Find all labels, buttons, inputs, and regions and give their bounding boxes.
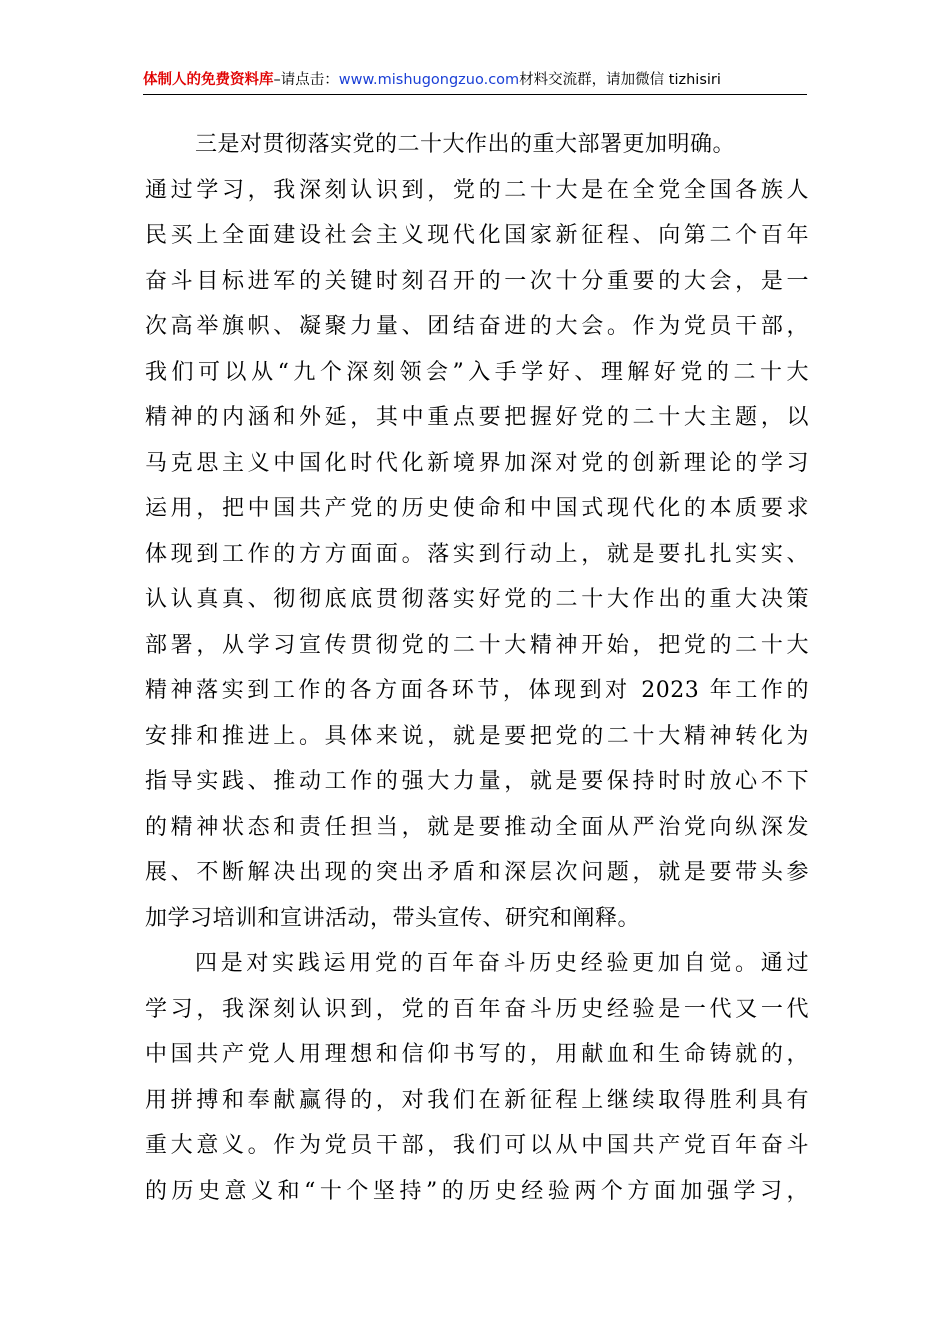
- body-line: 的历史意义和“十个坚持”的历史经验两个方面加强学习，: [145, 1178, 809, 1204]
- body-line: 安排和推进上。具体来说，就是要把党的二十大精神转化为: [145, 723, 809, 749]
- body-line: 认认真真、彻彻底底贯彻落实好党的二十大作出的重大决策: [145, 587, 809, 612]
- body-line: 的精神状态和责任担当，就是要推动全面从严治党向纵深发: [145, 814, 809, 840]
- body-line: 中国共产党人用理想和信仰书写的，用献血和生命铸就的，: [145, 1042, 809, 1067]
- body-line: 加学习培训和宣讲活动，带头宣传、研究和阐释。: [145, 905, 641, 931]
- body-line: 马克思主义中国化时代化新境界加深对党的创新理论的学习: [145, 450, 809, 476]
- body-line: 精神落实到工作的各方面各环节，体现到对 2023 年工作的: [145, 678, 809, 703]
- body-line: 奋斗目标进军的关键时刻召开的一次十分重要的大会，是一: [145, 268, 809, 294]
- body-line: 重大意义。作为党员干部，我们可以从中国共产党百年奋斗: [145, 1133, 809, 1158]
- body-line: 体现到工作的方方面面。落实到行动上，就是要扎扎实实、: [145, 541, 809, 567]
- body-line: 用拼搏和奉献赢得的，对我们在新征程上继续取得胜利具有: [145, 1087, 809, 1113]
- header-click-prompt: –请点击：: [273, 72, 339, 88]
- document-body: [145, 122, 809, 1214]
- body-line: 三是对贯彻落实党的二十大作出的重大部署更加明确。: [195, 132, 736, 157]
- body-line: 四是对实践运用党的百年奋斗历史经验更加自觉。通过: [195, 951, 809, 976]
- body-line: 运用，把中国共产党的历史使命和中国式现代化的本质要求: [145, 496, 809, 521]
- page-header: [143, 68, 807, 95]
- body-line: 民买上全面建设社会主义现代化国家新征程、向第二个百年: [145, 223, 809, 248]
- body-line: 学习，我深刻认识到，党的百年奋斗历史经验是一代又一代: [145, 996, 809, 1022]
- header-contact: 材料交流群，请加微信 tizhisiri: [519, 72, 721, 88]
- body-line: 精神的内涵和外延，其中重点要把握好党的二十大主题，以: [145, 405, 809, 430]
- body-line: 部署，从学习宣传贯彻党的二十大精神开始，把党的二十大: [145, 632, 809, 658]
- body-line: 通过学习，我深刻认识到，党的二十大是在全党全国各族人: [145, 177, 809, 203]
- body-line: 展、不断解决出现的突出矛盾和深层次问题，就是要带头参: [145, 860, 809, 885]
- body-line: 我们可以从“九个深刻领会”入手学好、理解好党的二十大: [145, 359, 809, 385]
- header-url-link[interactable]: www.mishugongzuo.com: [338, 72, 520, 88]
- body-line: 次高举旗帜、凝聚力量、团结奋进的大会。作为党员干部，: [145, 314, 809, 339]
- body-line: 指导实践、推动工作的强大力量，就是要保持时时放心不下: [145, 769, 809, 794]
- header-site-name: 体制人的免费资料库: [143, 72, 274, 88]
